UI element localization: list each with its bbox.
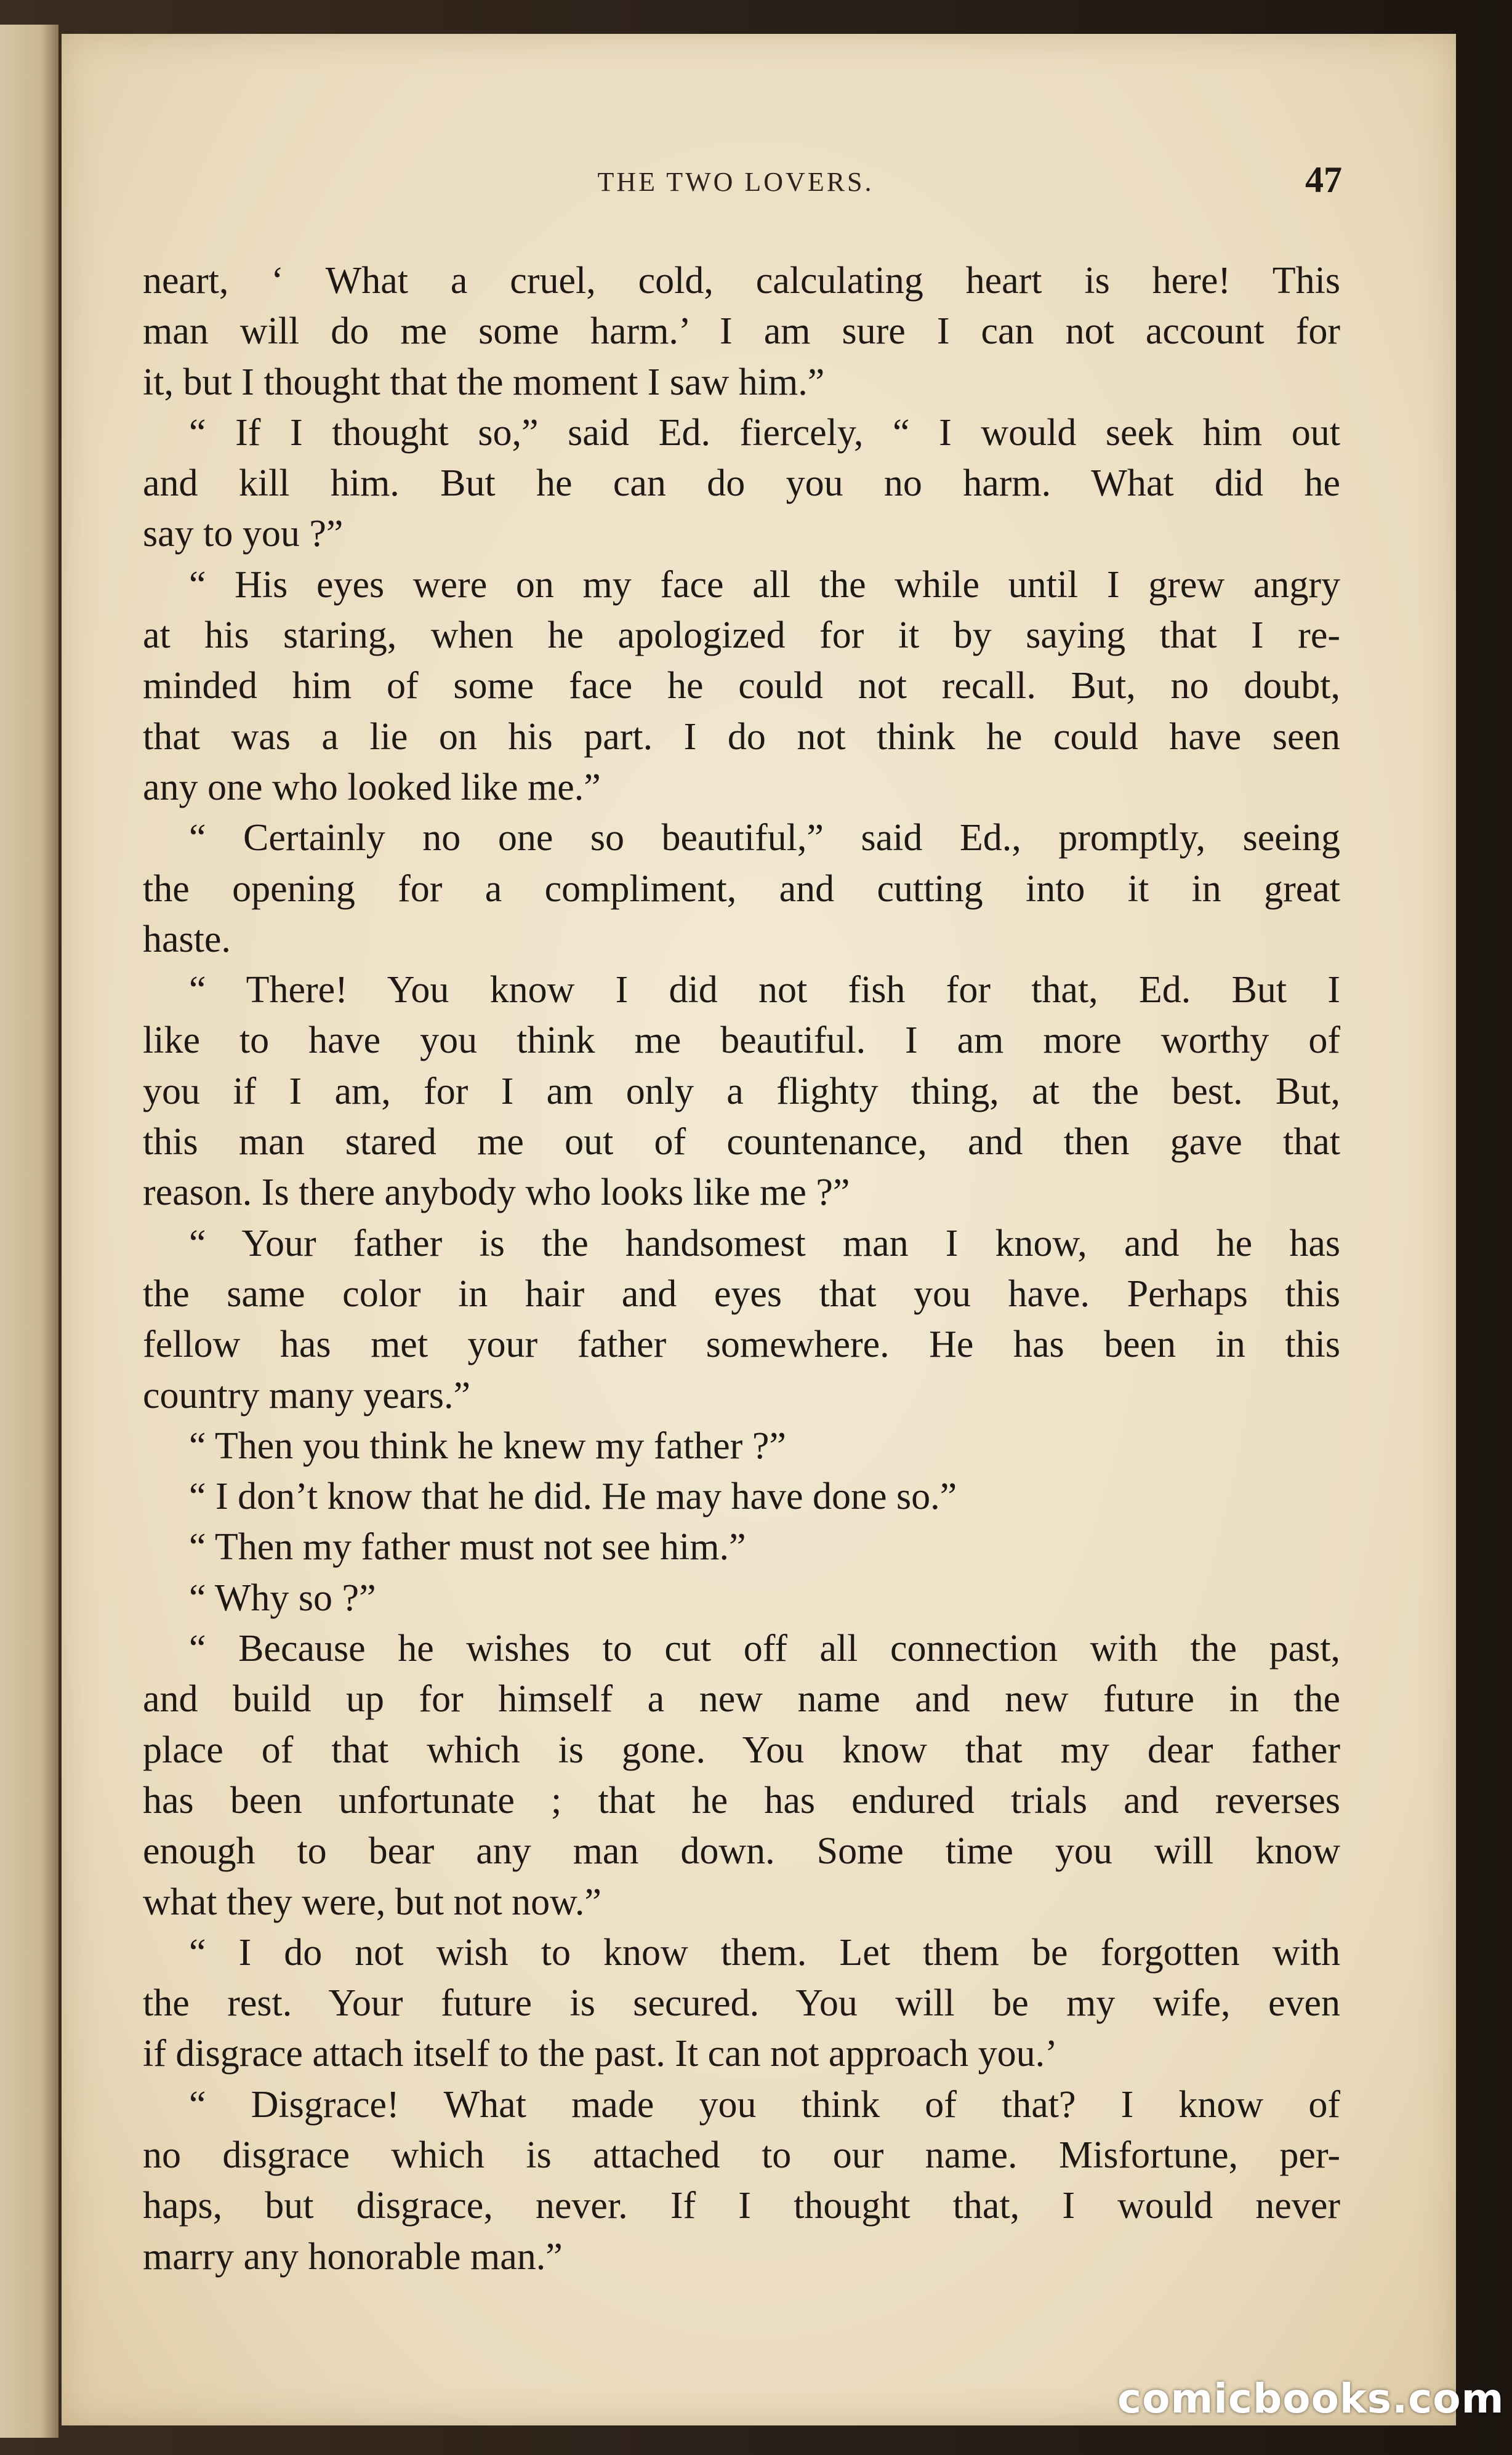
line-text: enough to bear any man down. Some time you will know	[143, 1830, 1340, 1873]
line-text: say to you ?”	[143, 513, 344, 555]
text-line	[143, 1218, 1340, 1269]
text-line	[143, 2028, 1340, 2079]
text-line	[143, 408, 1340, 458]
line-text: at his staring, when he apologized for it by saying that I re-	[143, 614, 1340, 657]
text-line	[143, 1978, 1340, 2028]
text-line	[143, 1674, 1340, 1724]
line-text: has been unfortunate ; that he has endured trials and reverses	[143, 1779, 1340, 1822]
text-line	[143, 2130, 1340, 2180]
line-text: and kill him. But he can do you no harm. What did he	[143, 462, 1340, 505]
text-line	[143, 712, 1340, 762]
line-text: it, but I thought that the moment I saw him.”	[143, 361, 825, 403]
text-line	[143, 2232, 1340, 2282]
text-line	[143, 864, 1340, 914]
site-watermark: comicbooks.com	[1117, 2375, 1505, 2422]
line-text: and build up for himself a new name and new future in the	[143, 1678, 1340, 1721]
text-line	[143, 813, 1340, 863]
line-text: “ I do not wish to know them. Let them be forgotten with	[189, 1931, 1340, 1974]
line-text: “ Your father is the handsomest man I know, and he has	[189, 1222, 1340, 1264]
text-line	[143, 1522, 1340, 1572]
text-line	[143, 1927, 1340, 1978]
text-line	[143, 255, 1340, 306]
line-text: this man stared me out of countenance, and then gave that	[143, 1121, 1340, 1163]
line-text: “ Because he wishes to cut off all connection with the past,	[189, 1628, 1340, 1670]
line-text: man will do me some harm.’ I am sure I can not account for	[143, 310, 1340, 353]
page-number: 47	[1305, 159, 1342, 200]
line-text: that was a lie on his part. I do not think he could have seen	[143, 715, 1340, 758]
facing-page-edge	[0, 25, 58, 2438]
text-line	[143, 1877, 1340, 1927]
running-head-title: THE TWO LOVERS.	[597, 167, 874, 197]
text-line	[143, 1775, 1340, 1826]
line-text: “ Then you think he knew my father ?”	[189, 1424, 786, 1467]
line-text: “ Certainly no one so beautiful,” said Ed., promptly, seeing	[189, 817, 1340, 859]
text-line	[143, 762, 1340, 813]
text-line	[143, 1421, 1340, 1471]
line-text: like to have you think me beautiful. I am more worthy of	[143, 1019, 1340, 1062]
line-text: “ I don’t know that he did. He may have done so.”	[189, 1476, 957, 1518]
line-text: reason. Is there anybody who looks like me ?”	[143, 1171, 850, 1214]
line-text: “ His eyes were on my face all the while until I grew angry	[189, 563, 1340, 606]
text-line	[143, 661, 1340, 711]
text-line	[143, 2079, 1340, 2130]
line-text: place of that which is gone. You know that my dear father	[143, 1729, 1340, 1771]
line-text: no disgrace which is attached to our name. Misfortune, per-	[143, 2134, 1340, 2176]
text-line	[143, 1319, 1340, 1370]
text-line	[143, 306, 1340, 356]
text-line	[143, 965, 1340, 1015]
text-line	[143, 508, 1340, 559]
line-text: any one who looked like me.”	[143, 766, 601, 808]
line-text: “ Disgrace! What made you think of that? I know of	[189, 2083, 1340, 2126]
text-line	[143, 1117, 1340, 1167]
text-line	[143, 458, 1340, 508]
text-line	[143, 1471, 1340, 1522]
text-line	[143, 1167, 1340, 1218]
line-text: haps, but disgrace, never. If I thought that, I would never	[143, 2185, 1340, 2227]
text-line	[143, 1015, 1340, 1066]
line-text: “ Why so ?”	[189, 1577, 376, 1619]
line-text: haste.	[143, 918, 231, 960]
line-text: if disgrace attach itself to the past. It can not approach you.’	[143, 2033, 1058, 2075]
text-line	[143, 1725, 1340, 1775]
body-text	[143, 255, 1340, 2282]
text-line	[143, 2180, 1340, 2231]
line-text: minded him of some face he could not recall. But, no doubt,	[143, 665, 1340, 707]
line-text: the same color in hair and eyes that you have. Perhaps this	[143, 1272, 1340, 1315]
text-line	[143, 357, 1340, 408]
text-line	[143, 1573, 1340, 1623]
line-text: “ If I thought so,” said Ed. fiercely, “ I would seek him out	[189, 411, 1340, 454]
text-line	[143, 560, 1340, 610]
text-line	[143, 1826, 1340, 1876]
line-text: fellow has met your father somewhere. He has been in this	[143, 1324, 1340, 1366]
line-text: the opening for a compliment, and cutting into it in great	[143, 867, 1340, 910]
text-line	[143, 914, 1340, 965]
line-text: “ Then my father must not see him.”	[189, 1526, 746, 1569]
line-text: marry any honorable man.”	[143, 2235, 563, 2278]
line-text: country many years.”	[143, 1374, 470, 1416]
text-line	[143, 1269, 1340, 1319]
text-line	[143, 610, 1340, 661]
text-line	[143, 1370, 1340, 1421]
text-line	[143, 1623, 1340, 1674]
line-text: “ There! You know I did not fish for that, Ed. But I	[189, 969, 1340, 1011]
text-line	[143, 1066, 1340, 1117]
line-text: you if I am, for I am only a flighty thing, at the best. But,	[143, 1070, 1340, 1112]
line-text: neart, ‘ What a cruel, cold, calculating heart is here! This	[143, 260, 1340, 302]
line-text: the rest. Your future is secured. You will be my wife, even	[143, 1982, 1340, 2025]
line-text: what they were, but not now.”	[143, 1881, 601, 1923]
